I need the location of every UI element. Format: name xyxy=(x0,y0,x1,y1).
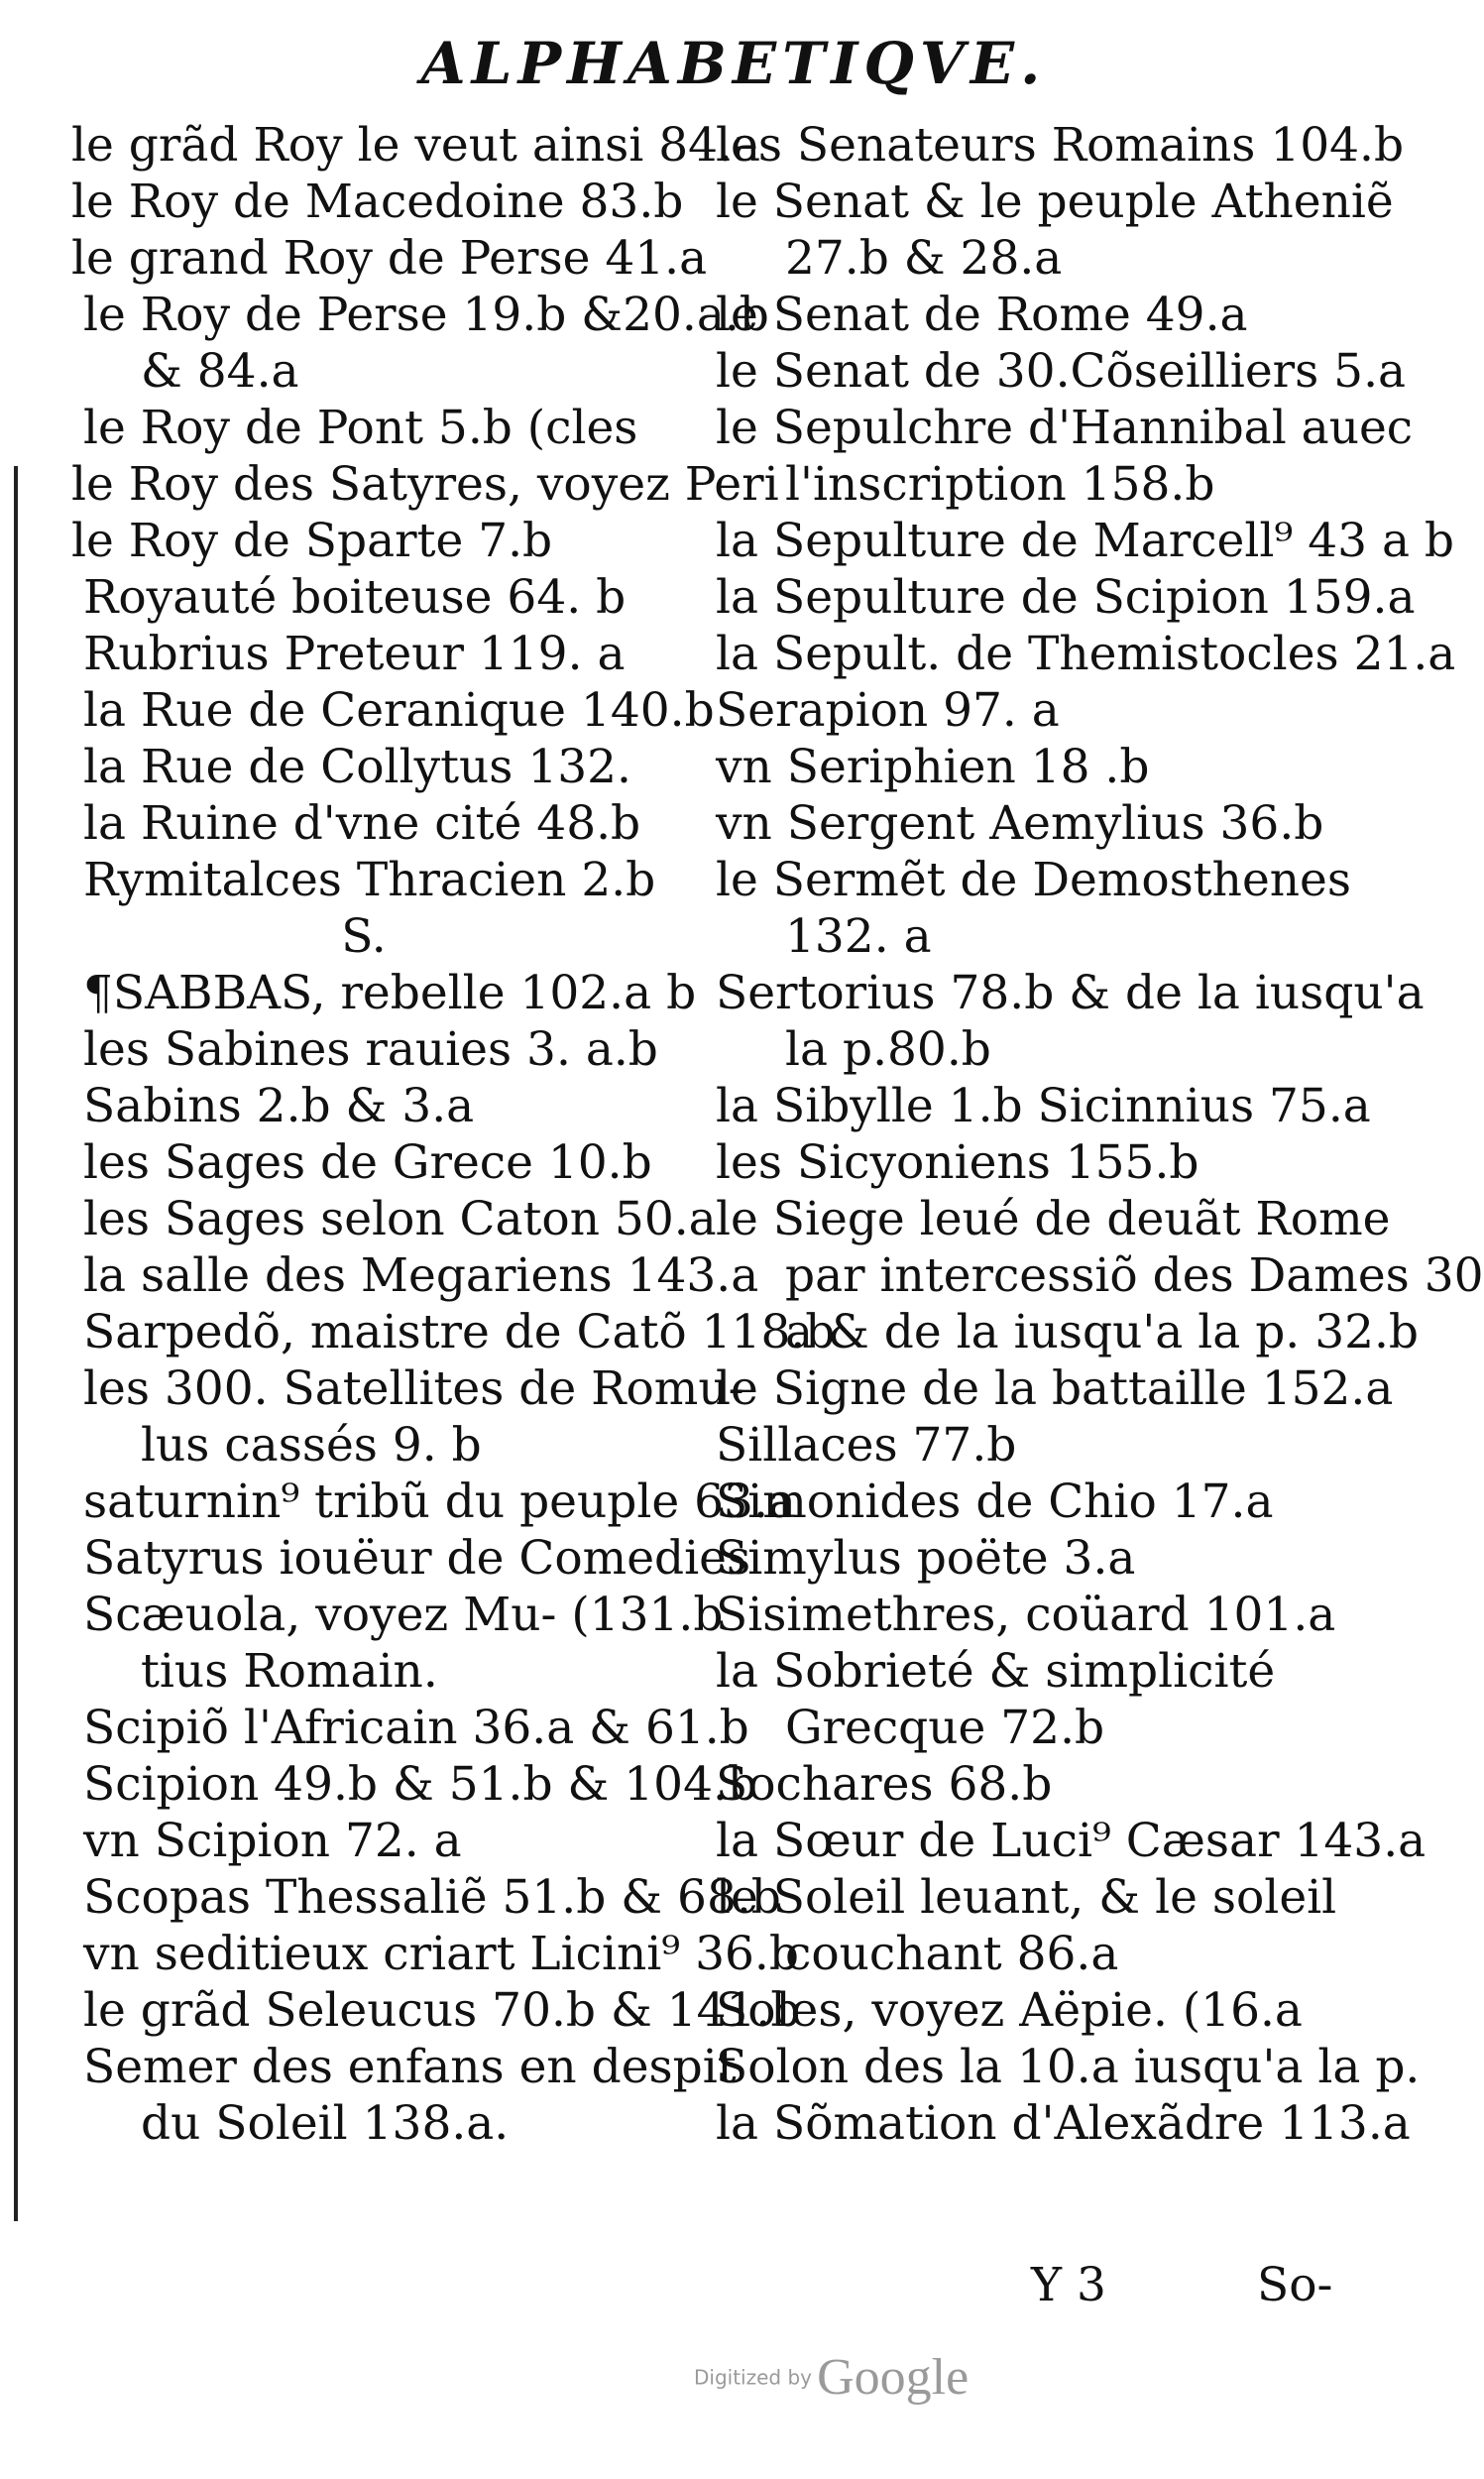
index-entry: le Sepulchre d'Hannibal auec xyxy=(716,401,1414,455)
index-entry: a & de la iusqu'a la p. 32.b xyxy=(785,1305,1420,1359)
index-entry: la Rue de Collytus 132. xyxy=(83,740,631,794)
index-entry: Satyrus iouëur de Comedies xyxy=(83,1531,751,1586)
watermark-brand: Google xyxy=(817,2349,970,2406)
index-entry: les Sabines rauies 3. a.b xyxy=(83,1022,658,1077)
index-entry: les 300. Satellites de Romu- xyxy=(83,1361,744,1416)
index-entry: le Siege leué de deuãt Rome xyxy=(716,1192,1391,1246)
index-entry: Sisimethres, coüard 101.a xyxy=(716,1588,1336,1642)
index-entry: Scipion 49.b & 51.b & 104.b xyxy=(83,1757,758,1812)
running-title: ALPHABETIQVE. xyxy=(420,30,1047,97)
index-entry: S. xyxy=(341,909,387,964)
index-entry: couchant 86.a xyxy=(785,1927,1119,1981)
signature-mark: Y 3 xyxy=(1031,2258,1106,2312)
index-entry: Scopas Thessaliẽ 51.b & 68.b xyxy=(83,1870,781,1925)
index-entry: Sochares 68.b xyxy=(716,1757,1053,1812)
index-entry: Serapion 97. a xyxy=(716,683,1060,738)
index-entry: Simylus poëte 3.a xyxy=(716,1531,1136,1586)
index-entry: tius Romain. xyxy=(141,1644,438,1699)
index-entry: le Signe de la battaille 152.a xyxy=(716,1361,1394,1416)
index-entry: la Sobrieté & simplicité xyxy=(716,1644,1276,1699)
index-entry: le Senat & le peuple Atheniẽ xyxy=(716,175,1394,229)
index-entry: les Sages de Grece 10.b xyxy=(83,1135,652,1190)
index-entry: le Roy des Satyres, voyez Peri xyxy=(71,457,779,512)
index-entry: Royauté boiteuse 64. b xyxy=(83,570,627,625)
index-entry: 132. a xyxy=(785,909,932,964)
index-entry: la p.80.b xyxy=(785,1022,991,1077)
index-entry: la Sepult. de Themistocles 21.a xyxy=(716,627,1456,681)
index-entry: les Sages selon Caton 50.a xyxy=(83,1192,717,1246)
index-entry: vn Seriphien 18 .b xyxy=(716,740,1150,794)
index-entry: Soles, voyez Aëpie. (16.a xyxy=(716,1983,1303,2038)
index-entry: le Roy de Perse 19.b &20.a.b xyxy=(83,288,769,342)
index-entry: le Roy de Pont 5.b (cles xyxy=(83,401,638,455)
index-entry: du Soleil 138.a. xyxy=(141,2096,510,2151)
digitization-watermark xyxy=(694,2348,969,2407)
index-entry: le grãd Seleucus 70.b & 141.b xyxy=(83,1983,801,2038)
index-entry: Grecque 72.b xyxy=(785,1701,1105,1755)
index-entry: le grand Roy de Perse 41.a xyxy=(71,231,708,286)
catchword: So- xyxy=(1257,2258,1333,2312)
index-entry: lus cassés 9. b xyxy=(141,1418,482,1473)
index-column-left xyxy=(71,117,836,2152)
index-entry: la Sepulture de Scipion 159.a xyxy=(716,570,1416,625)
index-entry: le Sermẽt de Demosthenes xyxy=(716,853,1351,907)
index-entry: les Sicyoniens 155.b xyxy=(716,1135,1199,1190)
index-entry: la Ruine d'vne cité 48.b xyxy=(83,796,641,851)
index-entry: Sillaces 77.b xyxy=(716,1418,1017,1473)
index-entry: Sabins 2.b & 3.a xyxy=(83,1079,475,1133)
index-entry: Semer des enfans en despit xyxy=(83,2040,737,2094)
index-entry: Sarpedõ, maistre de Catõ 118.b xyxy=(83,1305,836,1359)
index-entry: le grãd Roy le veut ainsi 84.a xyxy=(71,118,760,173)
index-entry: la salle des Megariens 143.a xyxy=(83,1248,759,1303)
index-entry: Scipiõ l'Africain 36.a & 61.b xyxy=(83,1701,749,1755)
watermark-prefix: Digitized by xyxy=(694,2365,812,2390)
index-entry: la Sibylle 1.b Sicinnius 75.a xyxy=(716,1079,1371,1133)
index-entry: vn Sergent Aemylius 36.b xyxy=(716,796,1324,851)
index-column-right xyxy=(716,117,1484,2152)
index-entry: Simonides de Chio 17.a xyxy=(716,1475,1274,1529)
index-entry: Scæuola, voyez Mu- (131.b xyxy=(83,1588,724,1642)
index-entry: Rymitalces Thracien 2.b xyxy=(83,853,656,907)
page-edge-rule xyxy=(14,466,18,2221)
index-entry: la Sõmation d'Alexãdre 113.a xyxy=(716,2096,1411,2151)
index-entry: le Senat de 30.Cõseilliers 5.a xyxy=(716,344,1407,399)
index-entry: les Senateurs Romains 104.b xyxy=(716,118,1405,173)
index-entry: par intercessiõ des Dames 30 xyxy=(785,1248,1484,1303)
index-entry: le Roy de Macedoine 83.b xyxy=(71,175,684,229)
index-entry: Sertorius 78.b & de la iusqu'a xyxy=(716,966,1425,1020)
index-entry: saturnin⁹ tribũ du peuple 63.a xyxy=(83,1475,796,1529)
index-entry: la Sœur de Luci⁹ Cæsar 143.a xyxy=(716,1814,1427,1868)
index-entry: Rubrius Preteur 119. a xyxy=(83,627,626,681)
index-entry: & 84.a xyxy=(141,344,299,399)
index-entry: la Sepulture de Marcell⁹ 43 a b xyxy=(716,514,1455,568)
index-entry: 27.b & 28.a xyxy=(785,231,1063,286)
index-entry: Solon des la 10.a iusqu'a la p. xyxy=(716,2040,1421,2094)
index-entry: la Rue de Ceranique 140.b xyxy=(83,683,715,738)
index-entry: le Roy de Sparte 7.b xyxy=(71,514,553,568)
index-entry: vn Scipion 72. a xyxy=(83,1814,462,1868)
index-entry: vn seditieux criart Licini⁹ 36.b xyxy=(83,1927,799,1981)
index-entry: le Senat de Rome 49.a xyxy=(716,288,1248,342)
index-entry: le Soleil leuant, & le soleil xyxy=(716,1870,1337,1925)
index-entry: ¶SABBAS, rebelle 102.a b xyxy=(83,966,697,1020)
index-entry: l'inscription 158.b xyxy=(785,457,1215,512)
